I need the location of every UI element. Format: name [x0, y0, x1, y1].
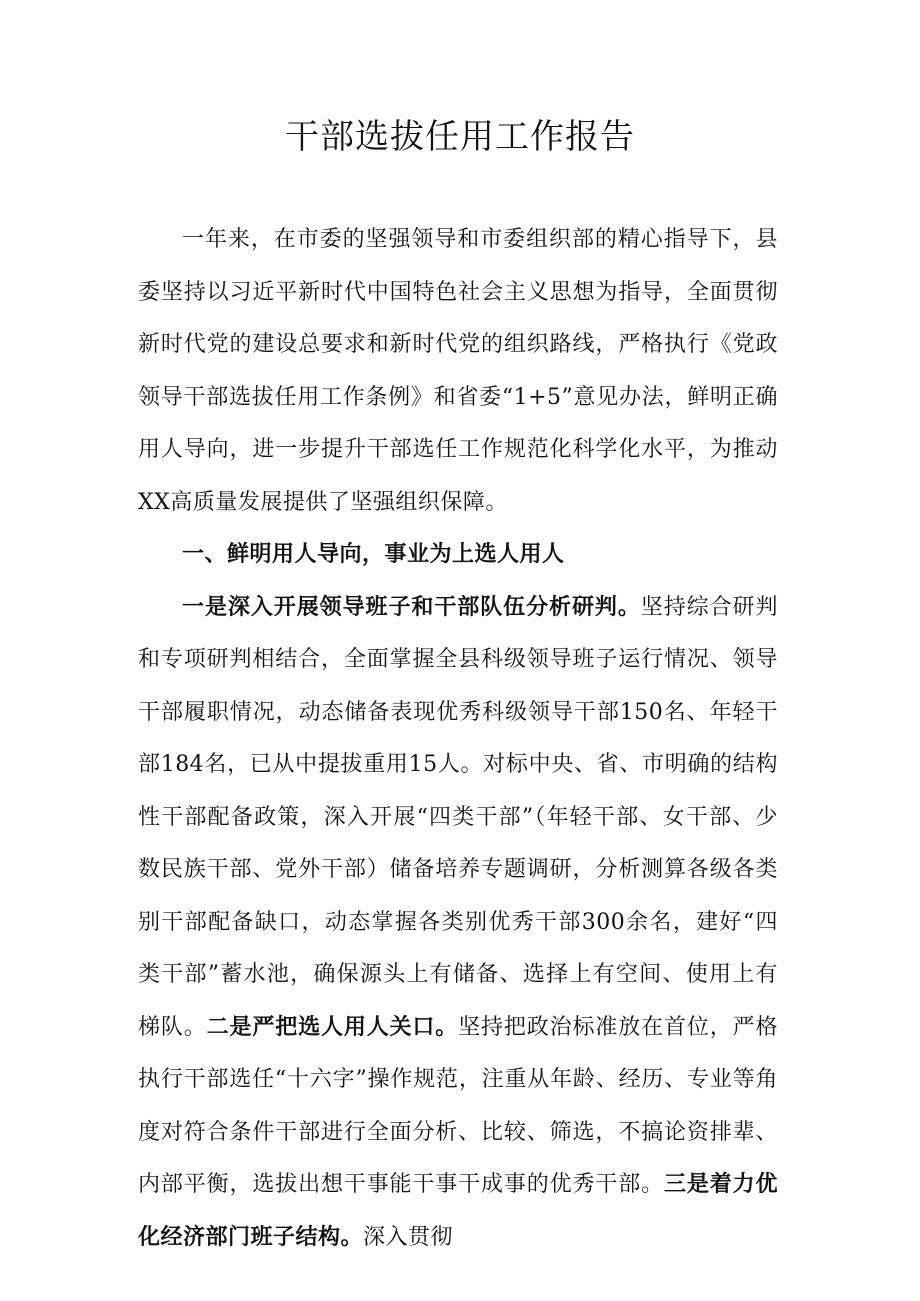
section-1-paragraph	[138, 582, 778, 1265]
lead-sentence-1: 一是深入开展领导班子和干部队伍分析研判。	[182, 594, 641, 620]
lead-sentence-3: 三是着力优化经济部门班子结构。	[138, 1172, 778, 1250]
section-heading-1: 一、鲜明用人导向，事业为上选人用人	[182, 542, 565, 567]
document-body	[138, 214, 778, 1264]
intro-paragraph: 一年来，在市委的坚强领导和市委组织部的精心指导下，县委坚持以习近平新时代中国特色社会主义思想为指导，全面贯彻新时代党的建设总要求和新时代党的组织路线，严格执行《党政领导干部选拔任用工作条例》和省委“1+5”意见办法，鲜明正确用人导向，进一步提升干部选任工作规范化科学化水平，为推动XX高质量发展提供了坚强组织保障。	[138, 227, 778, 515]
lead-sentence-2: 二是严把选人用人关口。	[206, 1014, 459, 1040]
paragraph-text-1: 坚持综合研判和专项研判相结合，全面掌握全县科级领导班子运行情况、领导干部履职情况，动态储备表现优秀科级领导干部150名、年轻干部184名，已从中提拔重用15人。对标中央、省、市明确的结构性干部配备政策，深入开展“四类干部”（年轻干部、女干部、少数民族干部、党外干部）储备培养专题调研，分析测算各级各类别干部配备缺口，动态掌握各类别优秀干部300余名，建好“四类干部”蓄水池，确保源头上有储备、选择上有空间、使用上有梯队。	[138, 594, 778, 1040]
paragraph-text-3: 深入贯彻	[363, 1224, 454, 1250]
paragraph-text-2: 坚持把政治标准放在首位，严格执行干部选任“十六字”操作规范，注重从年龄、经历、专业等角度对符合条件干部进行全面分析、比较、筛选，不搞论资排辈、内部平衡，选拔出想干事能干事干成事的优秀干部。	[138, 1014, 778, 1197]
document-title: 干部选拔任用工作报告	[285, 117, 635, 157]
